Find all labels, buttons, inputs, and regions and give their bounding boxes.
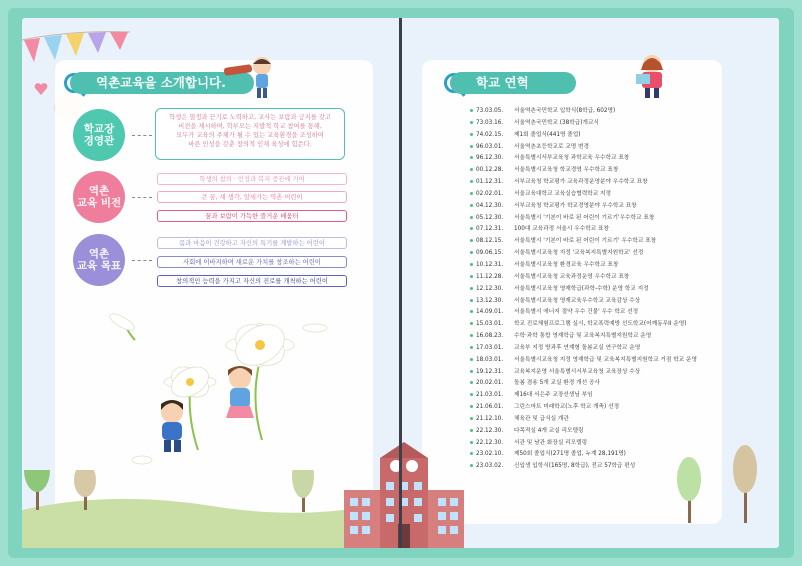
history-date: 96.03.01. <box>476 143 504 150</box>
bullet-dot-icon <box>470 417 473 420</box>
goals-label-line1: 역촌 <box>88 248 110 260</box>
history-entry <box>470 118 697 130</box>
history-entry <box>470 189 697 201</box>
history-text: 제50회 졸업식(271명 졸업, 누계 28,191명) <box>514 451 626 458</box>
history-date: 16.08.23. <box>476 333 504 340</box>
history-entry <box>470 236 697 248</box>
history-date: 00.12.28. <box>476 167 504 174</box>
bullet-dot-icon <box>470 156 473 159</box>
bullet-dot-icon <box>470 192 473 195</box>
vision-connector <box>132 197 152 198</box>
management-line: 비전을 제시하며, 학부모는 지발적 학교 참여를 통해, <box>178 123 322 130</box>
history-entry <box>470 213 697 225</box>
vision-item: 큰 꿈, 새 생각, 알세가는 역촌 어린이 <box>157 191 347 203</box>
history-date: 73.03.05. <box>476 108 504 114</box>
history-date: 10.12.31. <box>476 261 504 268</box>
history-entry <box>470 153 697 165</box>
history-date: 22.12.30. <box>476 439 504 446</box>
history-text: 서부교육청 학교평가 교육과정운영분야 우수학교 표창 <box>514 179 648 186</box>
bullet-dot-icon <box>470 239 473 242</box>
history-text: 서울특별시교육청 영재교육우수학교 교육감상 수상 <box>514 297 641 304</box>
history-entry <box>470 438 697 450</box>
history-entry <box>470 142 697 154</box>
school-building-icon <box>344 440 464 548</box>
history-text: 서울특별시 에너지 절약 우수 건물' 우수 학교 선정 <box>514 309 639 316</box>
history-date: 02.02.01. <box>476 190 504 197</box>
management-statement <box>155 108 345 160</box>
history-text: 교육복지운영 서울특별시서부교육청 교육장상 수상 <box>514 368 641 375</box>
kids-on-dandelions-icon <box>100 300 340 470</box>
history-text: 그린스마트 미래학교(노후 학교 개축) 선정 <box>514 404 620 411</box>
goals-connector <box>132 260 152 261</box>
history-text: 학교 진로체험프로그램 실시, 학교폭력예방 선도학교(어깨동무II 운영) <box>514 321 687 328</box>
bullet-dot-icon <box>470 168 473 171</box>
management-line: 바른 인성을 갖춘 창의적 인재 육성에 힘쓴다. <box>188 141 312 148</box>
history-date: 08.12.15. <box>476 238 504 245</box>
bullet-dot-icon <box>470 121 473 124</box>
bullet-dot-icon <box>470 346 473 349</box>
history-text: 서울특별시교육청 지정 영재학급 및 교육복지특별지원학교 거점 학교 운영 <box>514 356 697 363</box>
history-entry <box>470 355 697 367</box>
bullet-dot-icon <box>470 299 473 302</box>
goals-item: 사회에 이바지하며 새로운 가치를 창조하는 어린이 <box>157 256 347 268</box>
history-entry <box>470 272 697 284</box>
history-text: 100대 교육과정 서울시 우수학교 표창 <box>514 226 610 233</box>
bullet-dot-icon <box>470 405 473 408</box>
bullet-dot-icon <box>470 251 473 254</box>
history-text: 교육부 지정 방과후 연계형 돌봄교실 연구학교 운영 <box>514 344 641 351</box>
bullet-dot-icon <box>470 452 473 455</box>
vision-circle <box>73 171 125 223</box>
bullet-dot-icon <box>470 310 473 313</box>
history-entry <box>470 402 697 414</box>
goals-item: 몸과 마음이 건강하고 자신의 특기를 계발하는 어린이 <box>157 237 347 249</box>
management-label-line1: 학교장 <box>83 123 115 135</box>
history-entry <box>470 165 697 177</box>
history-entry <box>470 378 697 390</box>
vision-item: 꿈과 보람이 가득한 즐거운 배움터 <box>157 210 347 222</box>
history-date: 04.12.30. <box>476 202 504 209</box>
history-date: 14.09.01. <box>476 309 504 316</box>
history-text: 서관 및 남관 화장실 리모델링 <box>514 439 588 446</box>
history-text: 서울특별시교육청 지정 '교육복지특별지원학교' 선정 <box>514 250 644 257</box>
book-spine <box>399 18 402 548</box>
history-date: 15.03.01. <box>476 321 504 328</box>
history-entry <box>470 319 697 331</box>
bullet-dot-icon <box>470 109 473 112</box>
history-list <box>470 106 697 473</box>
goals-label-line2: 교육 목표 <box>76 260 122 272</box>
history-entry <box>470 343 697 355</box>
history-entry <box>470 224 697 236</box>
management-connector <box>132 135 152 136</box>
history-text: 서울특별시 '기본이 바로 된 어린이 기르기' 우수학교 표창 <box>514 238 657 245</box>
history-text: 서울교육대학교 교육실습협력학교 지정 <box>514 190 612 197</box>
history-text: 신입생 입학식(165명, 8학급), 전교 57학급 편성 <box>514 463 636 470</box>
history-text: 제16대 서은주 교장선생님 부임 <box>514 392 593 399</box>
history-date: 23.03.02. <box>476 463 504 470</box>
history-date: 21.12.10. <box>476 415 504 422</box>
history-entry <box>470 449 697 461</box>
history-text: 서울역촌초등학교로 교명 변경 <box>514 143 590 150</box>
history-text: 체육관 및 급식실 개관 <box>514 415 569 422</box>
left-page-title: 역촌교육을 소개합니다. <box>70 72 254 94</box>
bullet-dot-icon <box>470 145 473 148</box>
bullet-dot-icon <box>470 441 473 444</box>
history-entry <box>470 331 697 343</box>
history-date: 20.02.01. <box>476 380 504 387</box>
bullet-dot-icon <box>470 334 473 337</box>
history-date: 07.12.31. <box>476 226 504 233</box>
bullet-dot-icon <box>470 227 473 230</box>
bullet-dot-icon <box>470 429 473 432</box>
bullet-dot-icon <box>470 216 473 219</box>
history-entry <box>470 201 697 213</box>
history-date: 23.02.10. <box>476 451 504 458</box>
history-text: 다목적실 4개 교실 리모델링 <box>514 427 584 434</box>
history-text: 서울특별시서부교육청 과학교육 우수학교 표창 <box>514 155 630 162</box>
history-date: 21.03.01. <box>476 392 504 399</box>
history-entry <box>470 390 697 402</box>
bullet-dot-icon <box>470 322 473 325</box>
history-date: 18.03.01. <box>476 356 504 363</box>
history-date: 73.03.16. <box>476 119 504 126</box>
kid-with-telescope-icon <box>222 52 282 102</box>
bullet-dot-icon <box>470 358 473 361</box>
history-text: 돌봄 겸용 5개 교실 환경 개선 공사 <box>514 380 600 387</box>
history-date: 13.12.30. <box>476 297 504 304</box>
history-date: 21.06.01. <box>476 404 504 411</box>
vision-label-line2: 교육 비전 <box>76 197 122 209</box>
history-date: 19.12.31. <box>476 368 504 375</box>
history-entry <box>470 106 697 118</box>
history-date: 05.12.30. <box>476 214 504 221</box>
bullet-dot-icon <box>470 381 473 384</box>
management-circle <box>73 109 125 161</box>
history-date: 74.02.15. <box>476 131 504 138</box>
history-date: 22.12.30. <box>476 427 504 434</box>
history-entry <box>470 426 697 438</box>
grass-ground-icon <box>22 470 399 548</box>
history-date: 09.06.15. <box>476 250 504 257</box>
history-date: 11.12.28. <box>476 273 504 280</box>
girl-reading-icon <box>632 52 672 102</box>
heart-icon <box>34 82 48 96</box>
history-text: 수학·과학 통합 영재학급 및 교육복지특별지원학교 운영 <box>514 333 652 340</box>
history-entry <box>470 461 697 473</box>
history-entry <box>470 367 697 379</box>
history-text: 제1회 졸업식(441명 졸업) <box>514 131 581 138</box>
bullet-dot-icon <box>470 275 473 278</box>
history-entry <box>470 284 697 296</box>
bullet-dot-icon <box>470 263 473 266</box>
goals-circle <box>73 234 125 286</box>
bullet-dot-icon <box>470 464 473 467</box>
history-text: 서울특별시교육청 학교경영 우수학교 표창 <box>514 167 619 174</box>
vision-label-line1: 역촌 <box>88 185 110 197</box>
bullet-dot-icon <box>470 287 473 290</box>
history-text: 서울특별시 '기본이 바로 된 어린이 기르기'우수학교 표창 <box>514 214 655 221</box>
management-label-line2: 경영관 <box>83 135 115 147</box>
history-entry <box>470 296 697 308</box>
history-date: 17.03.01. <box>476 344 504 351</box>
management-line: 모두가 교육의 주체가 될 수 있는 교육환경을 조성하여 <box>176 132 324 139</box>
history-text: 서울특별시교육청 환경교육 우수학교 표창 <box>514 261 619 268</box>
history-entry <box>470 177 697 189</box>
history-text: 서울역촌국민학교 (38학급)개교식 <box>514 119 599 126</box>
history-date: 01.12.31. <box>476 179 504 186</box>
bullet-dot-icon <box>470 393 473 396</box>
bullet-dot-icon <box>470 204 473 207</box>
history-date: 12.12.30. <box>476 285 504 292</box>
history-text: 서울특별시교육청 영재학급(과학-수학) 운영 학교 지정 <box>514 285 649 292</box>
management-line: 학생은 열정과 끈기로 노력하고, 교사는 보람과 긍지를 갖고 <box>169 114 331 121</box>
bullet-dot-icon <box>470 180 473 183</box>
vision-item: 학생의 참의 · 인성과 복지 증진에 기여 <box>157 173 347 185</box>
history-entry <box>470 307 697 319</box>
history-entry <box>470 130 697 142</box>
bullet-dot-icon <box>470 370 473 373</box>
history-entry <box>470 414 697 426</box>
history-text: 서울특별시교육청 교육과정운영 우수학교 표창 <box>514 273 630 280</box>
history-entry <box>470 260 697 272</box>
goals-item: 창의적인 능력을 가지고 자신의 진로를 개척하는 어린이 <box>157 275 347 287</box>
history-date: 96.12.30. <box>476 155 504 162</box>
bullet-dot-icon <box>470 133 473 136</box>
history-entry <box>470 248 697 260</box>
history-text: 서부교육청 학교평가 학교경영분야 우수학교 표창 <box>514 202 637 209</box>
history-text: 서울역촌국민학교 입학식(8학급, 602명) <box>514 108 616 114</box>
right-page-title: 학교 연혁 <box>450 72 576 94</box>
